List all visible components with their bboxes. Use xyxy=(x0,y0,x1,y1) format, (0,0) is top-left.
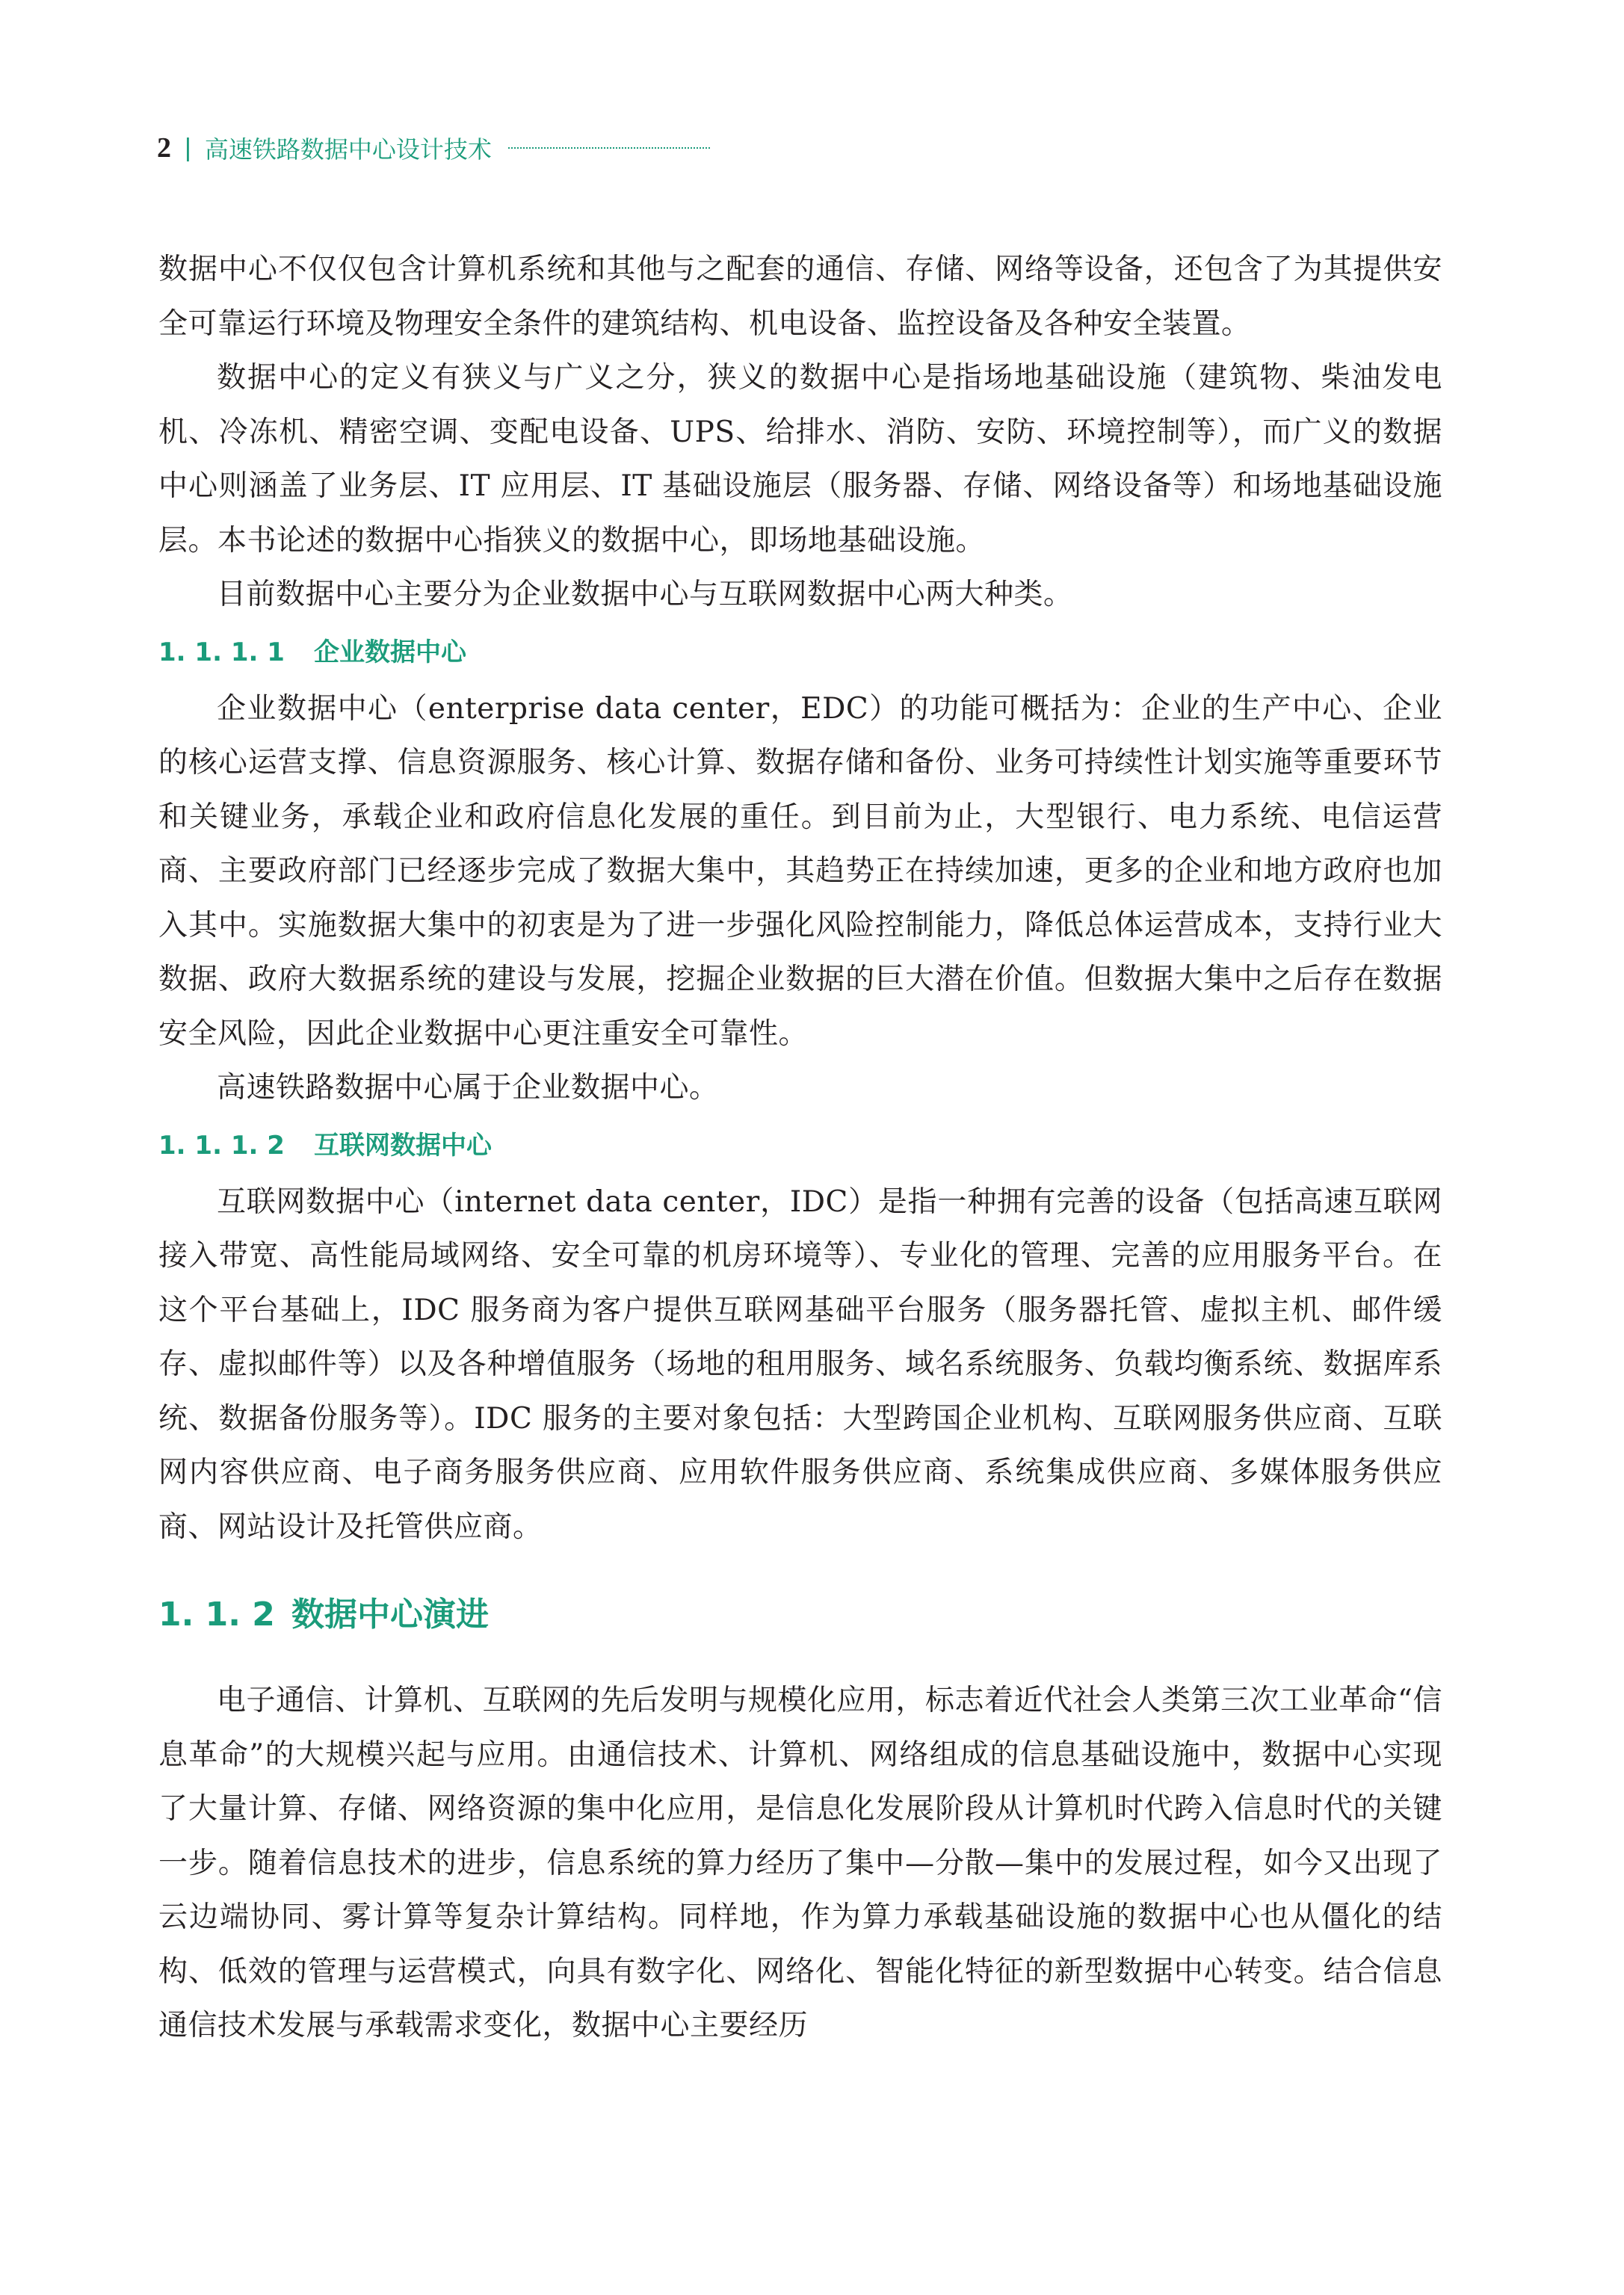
header-rule xyxy=(508,147,710,149)
section-title: 数据中心演进 xyxy=(291,1596,489,1634)
running-header xyxy=(157,126,710,170)
page-number: 2 xyxy=(157,132,171,164)
section-number: 1. 1. 1. 1 xyxy=(158,637,285,667)
running-title: 高速铁路数据中心设计技术 xyxy=(204,135,492,164)
section-heading-1-1-1-1 xyxy=(158,633,1442,672)
section-number: 1. 1. 2 xyxy=(158,1596,275,1634)
paragraph-7: 电子通信、计算机、互联网的先后发明与规模化应用，标志着近代社会人类第三次工业革命“信息革命”的大规模兴起与应用。由通信技术、计算机、网络组成的信息基础设施中，数据中心实现了大量计算、存储、网络资源的集中化应用，是信息化发展阶段从计算机时代跨入信息时代的关键一步。随着信息技术的进步，信息系统的算力经历了集中—分散—集中的发展过程，如今又出现了云边端协同、雾计算等复杂计算结构。同样地，作为算力承载基础设施的数据中心也从僵化的结构、低效的管理与运营模式，向具有数字化、网络化、智能化特征的新型数据中心转变。结合信息通信技术发展与承载需求变化，数据中心主要经历 xyxy=(158,1684,1442,2042)
paragraph-6: 互联网数据中心（internet data center，IDC）是指一种拥有完善的设备（包括高速互联网接入带宽、高性能局域网络、安全可靠的机房环境等）、专业化的管理、完善的应用服务平台。在这个平台基础上，IDC 服务商为客户提供互联网基础平台服务（服务器托管、虚拟主机、邮件缓存、虚拟邮件等）以及各种增值服务（场地的租用服务、域名系统服务、负载均衡系统、数据库系统、数据备份服务等）。IDC 服务的主要对象包括：大型跨国企业机构、互联网服务供应商、互联网内容供应商、电子商务服务供应商、应用软件服务供应商、系统集成供应商、多媒体服务供应商、网站设计及托管供应商。 xyxy=(158,1184,1442,1544)
section-title: 企业数据中心 xyxy=(314,637,466,667)
header-separator: | xyxy=(185,133,191,162)
section-heading-1-1-2 xyxy=(158,1592,1442,1638)
page-body xyxy=(158,243,1442,2054)
paragraph-1: 数据中心不仅仅包含计算机系统和其他与之配套的通信、存储、网络等设备，还包含了为其提供安全可靠运行环境及物理安全条件的建筑结构、机电设备、监控设备及各种安全装置。 xyxy=(158,253,1442,341)
paragraph-5: 高速铁路数据中心属于企业数据中心。 xyxy=(217,1071,719,1105)
section-title: 互联网数据中心 xyxy=(314,1130,492,1161)
paragraph-2: 数据中心的定义有狭义与广义之分，狭义的数据中心是指场地基础设施（建筑物、柴油发电机、冷冻机、精密空调、变配电设备、UPS、给排水、消防、安防、环境控制等），而广义的数据中心则涵盖了业务层、IT 应用层、IT 基础设施层（服务器、存储、网络设备等）和场地基础设施层。本书论述的数据中心指狭义的数据中心，即场地基础设施。 xyxy=(158,361,1442,557)
paragraph-4: 企业数据中心（enterprise data center，EDC）的功能可概括为：企业的生产中心、企业的核心运营支撑、信息资源服务、核心计算、数据存储和备份、业务可持续性计划实施等重要环节和关键业务，承载企业和政府信息化发展的重任。到目前为止，大型银行、电力系统、电信运营商、主要政府部门已经逐步完成了数据大集中，其趋势正在持续加速，更多的企业和地方政府也加入其中。实施数据大集中的初衷是为了进一步强化风险控制能力，降低总体运营成本，支持行业大数据、政府大数据系统的建设与发展，挖掘企业数据的巨大潜在价值。但数据大集中之后存在数据安全风险，因此企业数据中心更注重安全可靠性。 xyxy=(158,691,1442,1051)
paragraph-3: 目前数据中心主要分为企业数据中心与互联网数据中心两大种类。 xyxy=(217,578,1073,611)
section-heading-1-1-1-2 xyxy=(158,1126,1442,1165)
section-number: 1. 1. 1. 2 xyxy=(158,1130,285,1161)
